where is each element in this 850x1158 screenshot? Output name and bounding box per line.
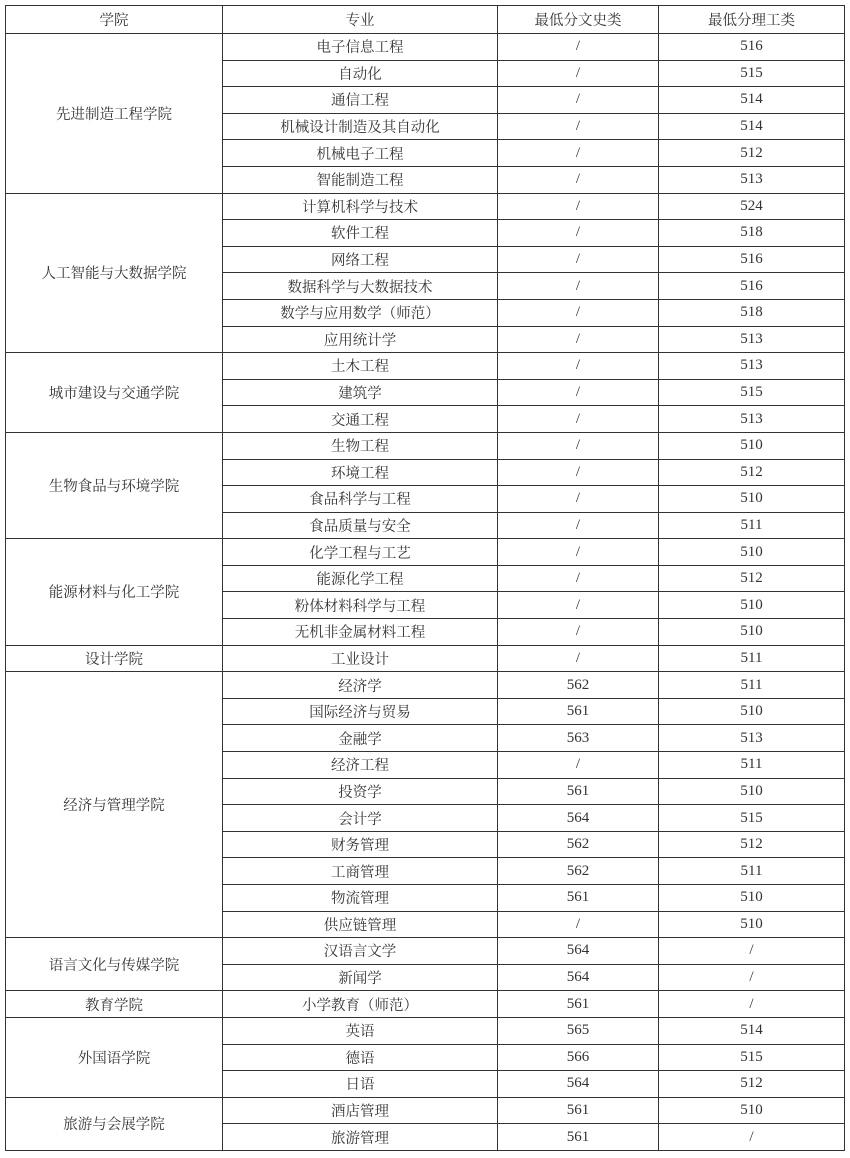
- major-name-cell: 生物工程: [223, 432, 498, 459]
- arts-min-score-cell: 563: [498, 725, 659, 752]
- arts-min-score-cell: 562: [498, 672, 659, 699]
- arts-min-score-cell: /: [498, 220, 659, 247]
- major-name-cell: 食品质量与安全: [223, 512, 498, 539]
- science-min-score-cell: 512: [659, 565, 845, 592]
- major-name-cell: 机械设计制造及其自动化: [223, 113, 498, 140]
- arts-min-score-cell: /: [498, 565, 659, 592]
- arts-min-score-cell: /: [498, 406, 659, 433]
- arts-min-score-cell: /: [498, 512, 659, 539]
- header-college: 学院: [6, 6, 223, 34]
- major-name-cell: 电子信息工程: [223, 34, 498, 61]
- science-min-score-cell: 516: [659, 273, 845, 300]
- major-name-cell: 德语: [223, 1044, 498, 1071]
- table-row: [6, 539, 845, 566]
- table-header-row: [6, 6, 845, 34]
- major-name-cell: 物流管理: [223, 885, 498, 912]
- science-min-score-cell: /: [659, 1124, 845, 1151]
- table-row: [6, 672, 845, 699]
- arts-min-score-cell: 564: [498, 938, 659, 965]
- major-name-cell: 软件工程: [223, 220, 498, 247]
- arts-min-score-cell: /: [498, 592, 659, 619]
- major-name-cell: 工业设计: [223, 645, 498, 672]
- table-row: [6, 991, 845, 1018]
- arts-min-score-cell: 561: [498, 1124, 659, 1151]
- science-min-score-cell: 516: [659, 34, 845, 61]
- college-name-cell: 先进制造工程学院: [6, 34, 223, 194]
- major-name-cell: 计算机科学与技术: [223, 193, 498, 220]
- arts-min-score-cell: /: [498, 246, 659, 273]
- arts-min-score-cell: 562: [498, 831, 659, 858]
- major-name-cell: 新闻学: [223, 964, 498, 991]
- arts-min-score-cell: /: [498, 353, 659, 380]
- major-name-cell: 交通工程: [223, 406, 498, 433]
- science-min-score-cell: 514: [659, 1017, 845, 1044]
- table-row: [6, 1097, 845, 1124]
- major-name-cell: 通信工程: [223, 87, 498, 114]
- arts-min-score-cell: 562: [498, 858, 659, 885]
- major-name-cell: 建筑学: [223, 379, 498, 406]
- science-min-score-cell: 511: [659, 858, 845, 885]
- major-name-cell: 食品科学与工程: [223, 486, 498, 513]
- major-name-cell: 旅游管理: [223, 1124, 498, 1151]
- college-name-cell: 能源材料与化工学院: [6, 539, 223, 645]
- major-name-cell: 化学工程与工艺: [223, 539, 498, 566]
- table-row: [6, 432, 845, 459]
- table-row: [6, 645, 845, 672]
- science-min-score-cell: 510: [659, 619, 845, 646]
- arts-min-score-cell: /: [498, 166, 659, 193]
- arts-min-score-cell: /: [498, 459, 659, 486]
- arts-min-score-cell: /: [498, 486, 659, 513]
- arts-min-score-cell: /: [498, 911, 659, 938]
- arts-min-score-cell: /: [498, 645, 659, 672]
- science-min-score-cell: 511: [659, 752, 845, 779]
- arts-min-score-cell: /: [498, 299, 659, 326]
- science-min-score-cell: 512: [659, 831, 845, 858]
- major-name-cell: 能源化学工程: [223, 565, 498, 592]
- science-min-score-cell: 516: [659, 246, 845, 273]
- college-name-cell: 人工智能与大数据学院: [6, 193, 223, 353]
- arts-min-score-cell: /: [498, 432, 659, 459]
- major-name-cell: 小学教育（师范）: [223, 991, 498, 1018]
- science-min-score-cell: 510: [659, 698, 845, 725]
- header-major: 专业: [223, 6, 498, 34]
- major-name-cell: 数学与应用数学（师范）: [223, 299, 498, 326]
- arts-min-score-cell: 566: [498, 1044, 659, 1071]
- science-min-score-cell: 524: [659, 193, 845, 220]
- arts-min-score-cell: /: [498, 34, 659, 61]
- science-min-score-cell: 515: [659, 60, 845, 87]
- science-min-score-cell: 515: [659, 1044, 845, 1071]
- major-name-cell: 环境工程: [223, 459, 498, 486]
- major-name-cell: 投资学: [223, 778, 498, 805]
- arts-min-score-cell: 565: [498, 1017, 659, 1044]
- science-min-score-cell: 514: [659, 113, 845, 140]
- science-min-score-cell: /: [659, 991, 845, 1018]
- science-min-score-cell: 518: [659, 299, 845, 326]
- arts-min-score-cell: /: [498, 752, 659, 779]
- science-min-score-cell: 515: [659, 805, 845, 832]
- science-min-score-cell: 511: [659, 645, 845, 672]
- science-min-score-cell: 510: [659, 778, 845, 805]
- major-name-cell: 英语: [223, 1017, 498, 1044]
- college-name-cell: 语言文化与传媒学院: [6, 938, 223, 991]
- major-name-cell: 国际经济与贸易: [223, 698, 498, 725]
- college-name-cell: 外国语学院: [6, 1017, 223, 1097]
- science-min-score-cell: /: [659, 938, 845, 965]
- major-name-cell: 无机非金属材料工程: [223, 619, 498, 646]
- major-name-cell: 应用统计学: [223, 326, 498, 353]
- table-row: [6, 353, 845, 380]
- table-body: [6, 34, 845, 1151]
- table-row: [6, 1017, 845, 1044]
- major-name-cell: 日语: [223, 1071, 498, 1098]
- major-name-cell: 汉语言文学: [223, 938, 498, 965]
- major-name-cell: 会计学: [223, 805, 498, 832]
- science-min-score-cell: 513: [659, 725, 845, 752]
- major-name-cell: 数据科学与大数据技术: [223, 273, 498, 300]
- arts-min-score-cell: 564: [498, 1071, 659, 1098]
- table-row: [6, 34, 845, 61]
- science-min-score-cell: 514: [659, 87, 845, 114]
- major-name-cell: 智能制造工程: [223, 166, 498, 193]
- science-min-score-cell: 511: [659, 512, 845, 539]
- science-min-score-cell: /: [659, 964, 845, 991]
- arts-min-score-cell: /: [498, 140, 659, 167]
- major-name-cell: 财务管理: [223, 831, 498, 858]
- major-name-cell: 经济学: [223, 672, 498, 699]
- arts-min-score-cell: /: [498, 379, 659, 406]
- college-name-cell: 旅游与会展学院: [6, 1097, 223, 1150]
- header-min-score-arts: 最低分文史类: [498, 6, 659, 34]
- science-min-score-cell: 518: [659, 220, 845, 247]
- science-min-score-cell: 513: [659, 166, 845, 193]
- science-min-score-cell: 512: [659, 140, 845, 167]
- major-name-cell: 机械电子工程: [223, 140, 498, 167]
- science-min-score-cell: 513: [659, 326, 845, 353]
- science-min-score-cell: 513: [659, 353, 845, 380]
- college-name-cell: 生物食品与环境学院: [6, 432, 223, 538]
- arts-min-score-cell: /: [498, 87, 659, 114]
- science-min-score-cell: 515: [659, 379, 845, 406]
- arts-min-score-cell: /: [498, 273, 659, 300]
- science-min-score-cell: 513: [659, 406, 845, 433]
- major-name-cell: 金融学: [223, 725, 498, 752]
- arts-min-score-cell: 561: [498, 698, 659, 725]
- table-row: [6, 193, 845, 220]
- college-name-cell: 教育学院: [6, 991, 223, 1018]
- major-name-cell: 土木工程: [223, 353, 498, 380]
- major-name-cell: 经济工程: [223, 752, 498, 779]
- arts-min-score-cell: 561: [498, 1097, 659, 1124]
- science-min-score-cell: 510: [659, 592, 845, 619]
- arts-min-score-cell: 564: [498, 805, 659, 832]
- college-name-cell: 经济与管理学院: [6, 672, 223, 938]
- college-name-cell: 设计学院: [6, 645, 223, 672]
- major-name-cell: 粉体材料科学与工程: [223, 592, 498, 619]
- arts-min-score-cell: 561: [498, 991, 659, 1018]
- arts-min-score-cell: 561: [498, 778, 659, 805]
- science-min-score-cell: 510: [659, 911, 845, 938]
- science-min-score-cell: 512: [659, 1071, 845, 1098]
- science-min-score-cell: 510: [659, 432, 845, 459]
- major-name-cell: 供应链管理: [223, 911, 498, 938]
- major-name-cell: 工商管理: [223, 858, 498, 885]
- major-name-cell: 酒店管理: [223, 1097, 498, 1124]
- major-name-cell: 网络工程: [223, 246, 498, 273]
- arts-min-score-cell: /: [498, 60, 659, 87]
- science-min-score-cell: 510: [659, 539, 845, 566]
- science-min-score-cell: 510: [659, 486, 845, 513]
- table-row: [6, 938, 845, 965]
- arts-min-score-cell: 564: [498, 964, 659, 991]
- science-min-score-cell: 511: [659, 672, 845, 699]
- arts-min-score-cell: 561: [498, 885, 659, 912]
- science-min-score-cell: 510: [659, 1097, 845, 1124]
- major-name-cell: 自动化: [223, 60, 498, 87]
- header-min-score-science: 最低分理工类: [659, 6, 845, 34]
- admission-score-table: [5, 5, 845, 1151]
- arts-min-score-cell: /: [498, 619, 659, 646]
- college-name-cell: 城市建设与交通学院: [6, 353, 223, 433]
- science-min-score-cell: 510: [659, 885, 845, 912]
- arts-min-score-cell: /: [498, 539, 659, 566]
- science-min-score-cell: 512: [659, 459, 845, 486]
- arts-min-score-cell: /: [498, 113, 659, 140]
- arts-min-score-cell: /: [498, 193, 659, 220]
- arts-min-score-cell: /: [498, 326, 659, 353]
